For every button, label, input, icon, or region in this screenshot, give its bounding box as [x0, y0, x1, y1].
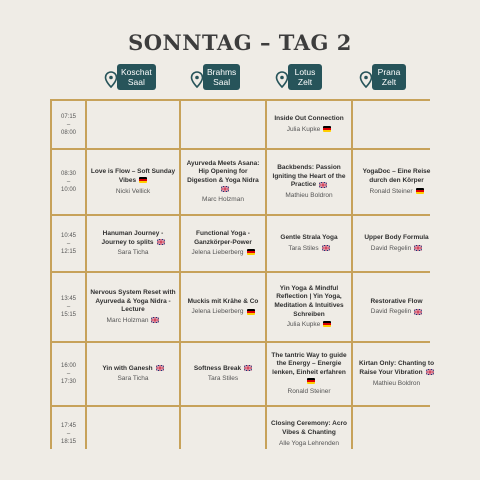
time-sep: –	[66, 121, 71, 128]
venue-label: Brahms Saal	[203, 64, 240, 90]
uk-flag-icon	[319, 182, 327, 188]
session-host	[371, 307, 422, 316]
session-title	[356, 360, 437, 377]
session-host-text: David Regelin	[370, 244, 412, 252]
time-start: 16:00	[60, 363, 76, 369]
session-cell	[87, 150, 179, 214]
german-flag-icon	[247, 309, 255, 315]
session-title	[102, 365, 163, 374]
session-host	[288, 244, 329, 253]
session-cell	[267, 343, 351, 405]
session-title	[194, 365, 252, 374]
session-host	[202, 195, 244, 204]
uk-flag-icon	[414, 309, 422, 315]
empty-cell	[353, 407, 440, 461]
german-flag-icon	[416, 188, 424, 194]
time-sep: –	[66, 431, 71, 437]
session-title-text: Closing Ceremony: Acro Vibes & Chanting	[271, 420, 347, 436]
session-title	[184, 230, 262, 247]
session-title	[184, 160, 262, 194]
session-cell	[267, 407, 351, 461]
session-host	[279, 439, 339, 448]
time-sep: –	[66, 304, 71, 310]
uk-flag-icon	[244, 365, 252, 371]
session-title-text: Ayurveda Meets Asana: Hip Opening for Digestion & Yoga Nidra	[186, 159, 260, 184]
session-title-text: Nervous System Reset with Ayurveda & Yoga Nidra - Lecture	[90, 289, 176, 314]
session-host	[107, 316, 160, 325]
time-range	[61, 295, 76, 319]
location-pin-icon	[359, 71, 373, 89]
session-cell	[267, 216, 351, 271]
time-end: 12:15	[60, 248, 76, 255]
session-title-text: Yin Yoga & Mindful Reflection | Yin Yoga, Meditation & Intuitives Schreiben	[274, 284, 344, 318]
time-start: 13:45	[60, 296, 76, 302]
session-host	[371, 244, 422, 253]
session-host	[288, 387, 331, 396]
session-title-text: Kirtan Only: Chanting to Raise Your Vibration	[358, 360, 435, 376]
session-cell	[87, 343, 179, 405]
session-cell	[87, 216, 179, 271]
session-host-text: David Regelin	[370, 308, 412, 316]
session-host	[287, 320, 332, 329]
time-slot	[52, 150, 85, 214]
session-title	[90, 168, 176, 185]
time-range	[61, 232, 76, 256]
session-title	[90, 230, 176, 247]
session-cell	[181, 216, 265, 271]
time-range	[61, 170, 76, 194]
empty-cell	[87, 407, 179, 461]
session-cell	[181, 273, 265, 341]
time-end: 15:15	[60, 312, 76, 318]
session-host-text: Marc Holzman	[202, 196, 244, 204]
session-title-text: Softness Break	[193, 364, 242, 372]
german-flag-icon	[139, 177, 147, 183]
session-host	[191, 248, 254, 257]
session-host-text: Mathieu Boldron	[372, 379, 421, 387]
session-host-text: Julia Kupke	[286, 321, 321, 329]
uk-flag-icon	[221, 186, 229, 192]
time-end: 17:30	[60, 379, 76, 385]
session-title-text: Upper Body Formula	[364, 234, 429, 242]
session-title-text: Hanuman Journey - Journey to splits	[101, 229, 164, 246]
session-host-text: Tara Stiles	[288, 244, 319, 252]
session-cell	[181, 150, 265, 214]
german-flag-icon	[323, 126, 331, 132]
venue-header	[0, 64, 480, 96]
session-host-text: Ronald Steiner	[369, 187, 413, 195]
german-flag-icon	[247, 249, 255, 255]
schedule-grid	[50, 99, 435, 449]
session-cell	[87, 273, 179, 341]
session-host	[117, 248, 148, 257]
session-cell	[267, 150, 351, 214]
session-cell	[353, 216, 440, 271]
session-title-text: Love is Flow – Soft Sunday Vibes	[90, 168, 176, 184]
session-host-text: Ronald Steiner	[287, 388, 331, 396]
session-cell	[267, 273, 351, 341]
session-title	[274, 115, 343, 124]
session-title	[90, 289, 176, 315]
session-host-text: Jelena Lieberberg	[191, 249, 244, 257]
session-host-text: Sara Ticha	[117, 249, 149, 257]
session-title	[270, 352, 348, 386]
uk-flag-icon	[414, 245, 422, 251]
session-host-text: Mathieu Boldron	[285, 191, 333, 199]
time-slot	[52, 343, 85, 405]
session-title-text: Yin with Ganesh	[102, 364, 153, 372]
time-start: 10:45	[60, 232, 76, 239]
session-title	[270, 420, 348, 437]
time-sep: –	[66, 240, 71, 247]
time-start: 07:15	[60, 113, 76, 120]
time-range	[61, 422, 76, 446]
session-host	[117, 374, 148, 383]
time-end: 18:15	[60, 439, 76, 445]
session-host-text: Tara Stiles	[207, 375, 239, 383]
session-host	[116, 187, 150, 196]
time-sep: –	[66, 179, 71, 185]
session-host-text: Sara Ticha	[117, 375, 149, 383]
location-pin-icon	[275, 71, 289, 89]
session-title	[370, 298, 422, 307]
time-end: 10:00	[60, 187, 76, 193]
session-cell	[267, 101, 351, 148]
session-title	[356, 168, 437, 185]
session-title-text: The tantric Way to guide the Energy – Energie lenken, Einheit erfahren	[271, 351, 347, 376]
session-host	[370, 187, 424, 196]
session-title-text: Backbends: Passion Igniting the Heart of the Practice	[272, 164, 346, 189]
session-title-text: Inside Out Connection	[274, 115, 344, 123]
venue-label: Prana Zelt	[372, 64, 406, 90]
session-title	[280, 234, 337, 243]
session-title-text: Functional Yoga - Ganzkörper-Power	[194, 229, 252, 246]
session-title-text: Muckis mit Krähe & Co	[187, 297, 259, 305]
empty-cell	[353, 101, 440, 148]
session-host-text: Jelena Lieberberg	[191, 308, 244, 316]
session-host	[208, 374, 238, 383]
time-end: 08:00	[60, 129, 76, 136]
session-cell	[181, 343, 265, 405]
session-title-text: YogaDoc – Eine Reise durch den Körper	[362, 168, 431, 184]
uk-flag-icon	[156, 365, 164, 371]
session-host	[373, 379, 420, 388]
uk-flag-icon	[322, 245, 330, 251]
time-range	[61, 113, 76, 137]
time-slot	[52, 101, 85, 148]
session-host	[287, 125, 332, 134]
venue-label: Lotus Zelt	[288, 64, 322, 90]
uk-flag-icon	[426, 369, 434, 375]
german-flag-icon	[323, 321, 331, 327]
session-title-text: Restorative Flow	[370, 297, 423, 305]
time-slot	[52, 407, 85, 461]
session-cell	[353, 343, 440, 405]
time-range	[61, 362, 76, 386]
time-start: 17:45	[60, 423, 76, 429]
session-host-text: Marc Holzman	[106, 316, 149, 324]
location-pin-icon	[104, 71, 118, 89]
uk-flag-icon	[157, 239, 165, 245]
location-pin-icon	[190, 71, 204, 89]
uk-flag-icon	[151, 317, 159, 323]
session-host-text: Alle Yoga Lehrenden	[278, 439, 339, 447]
session-host	[285, 191, 332, 200]
page-title: SONNTAG – TAG 2	[128, 30, 352, 55]
session-cell	[353, 150, 440, 214]
session-cell	[353, 273, 440, 341]
time-sep: –	[66, 371, 71, 377]
session-title	[364, 234, 428, 243]
session-title	[270, 285, 348, 319]
time-slot	[52, 216, 85, 271]
session-host	[191, 307, 254, 316]
venue-label: Koschat Saal	[117, 64, 156, 90]
session-host-text: Julia Kupke	[286, 125, 321, 133]
time-slot	[52, 273, 85, 341]
empty-cell	[181, 101, 265, 148]
session-title-text: Gentle Strala Yoga	[280, 234, 338, 242]
german-flag-icon	[307, 378, 315, 384]
session-title	[188, 298, 259, 307]
empty-cell	[87, 101, 179, 148]
session-title	[270, 164, 348, 190]
time-start: 08:30	[60, 171, 76, 177]
empty-cell	[181, 407, 265, 461]
session-host-text: Nicki Vellick	[115, 187, 151, 195]
